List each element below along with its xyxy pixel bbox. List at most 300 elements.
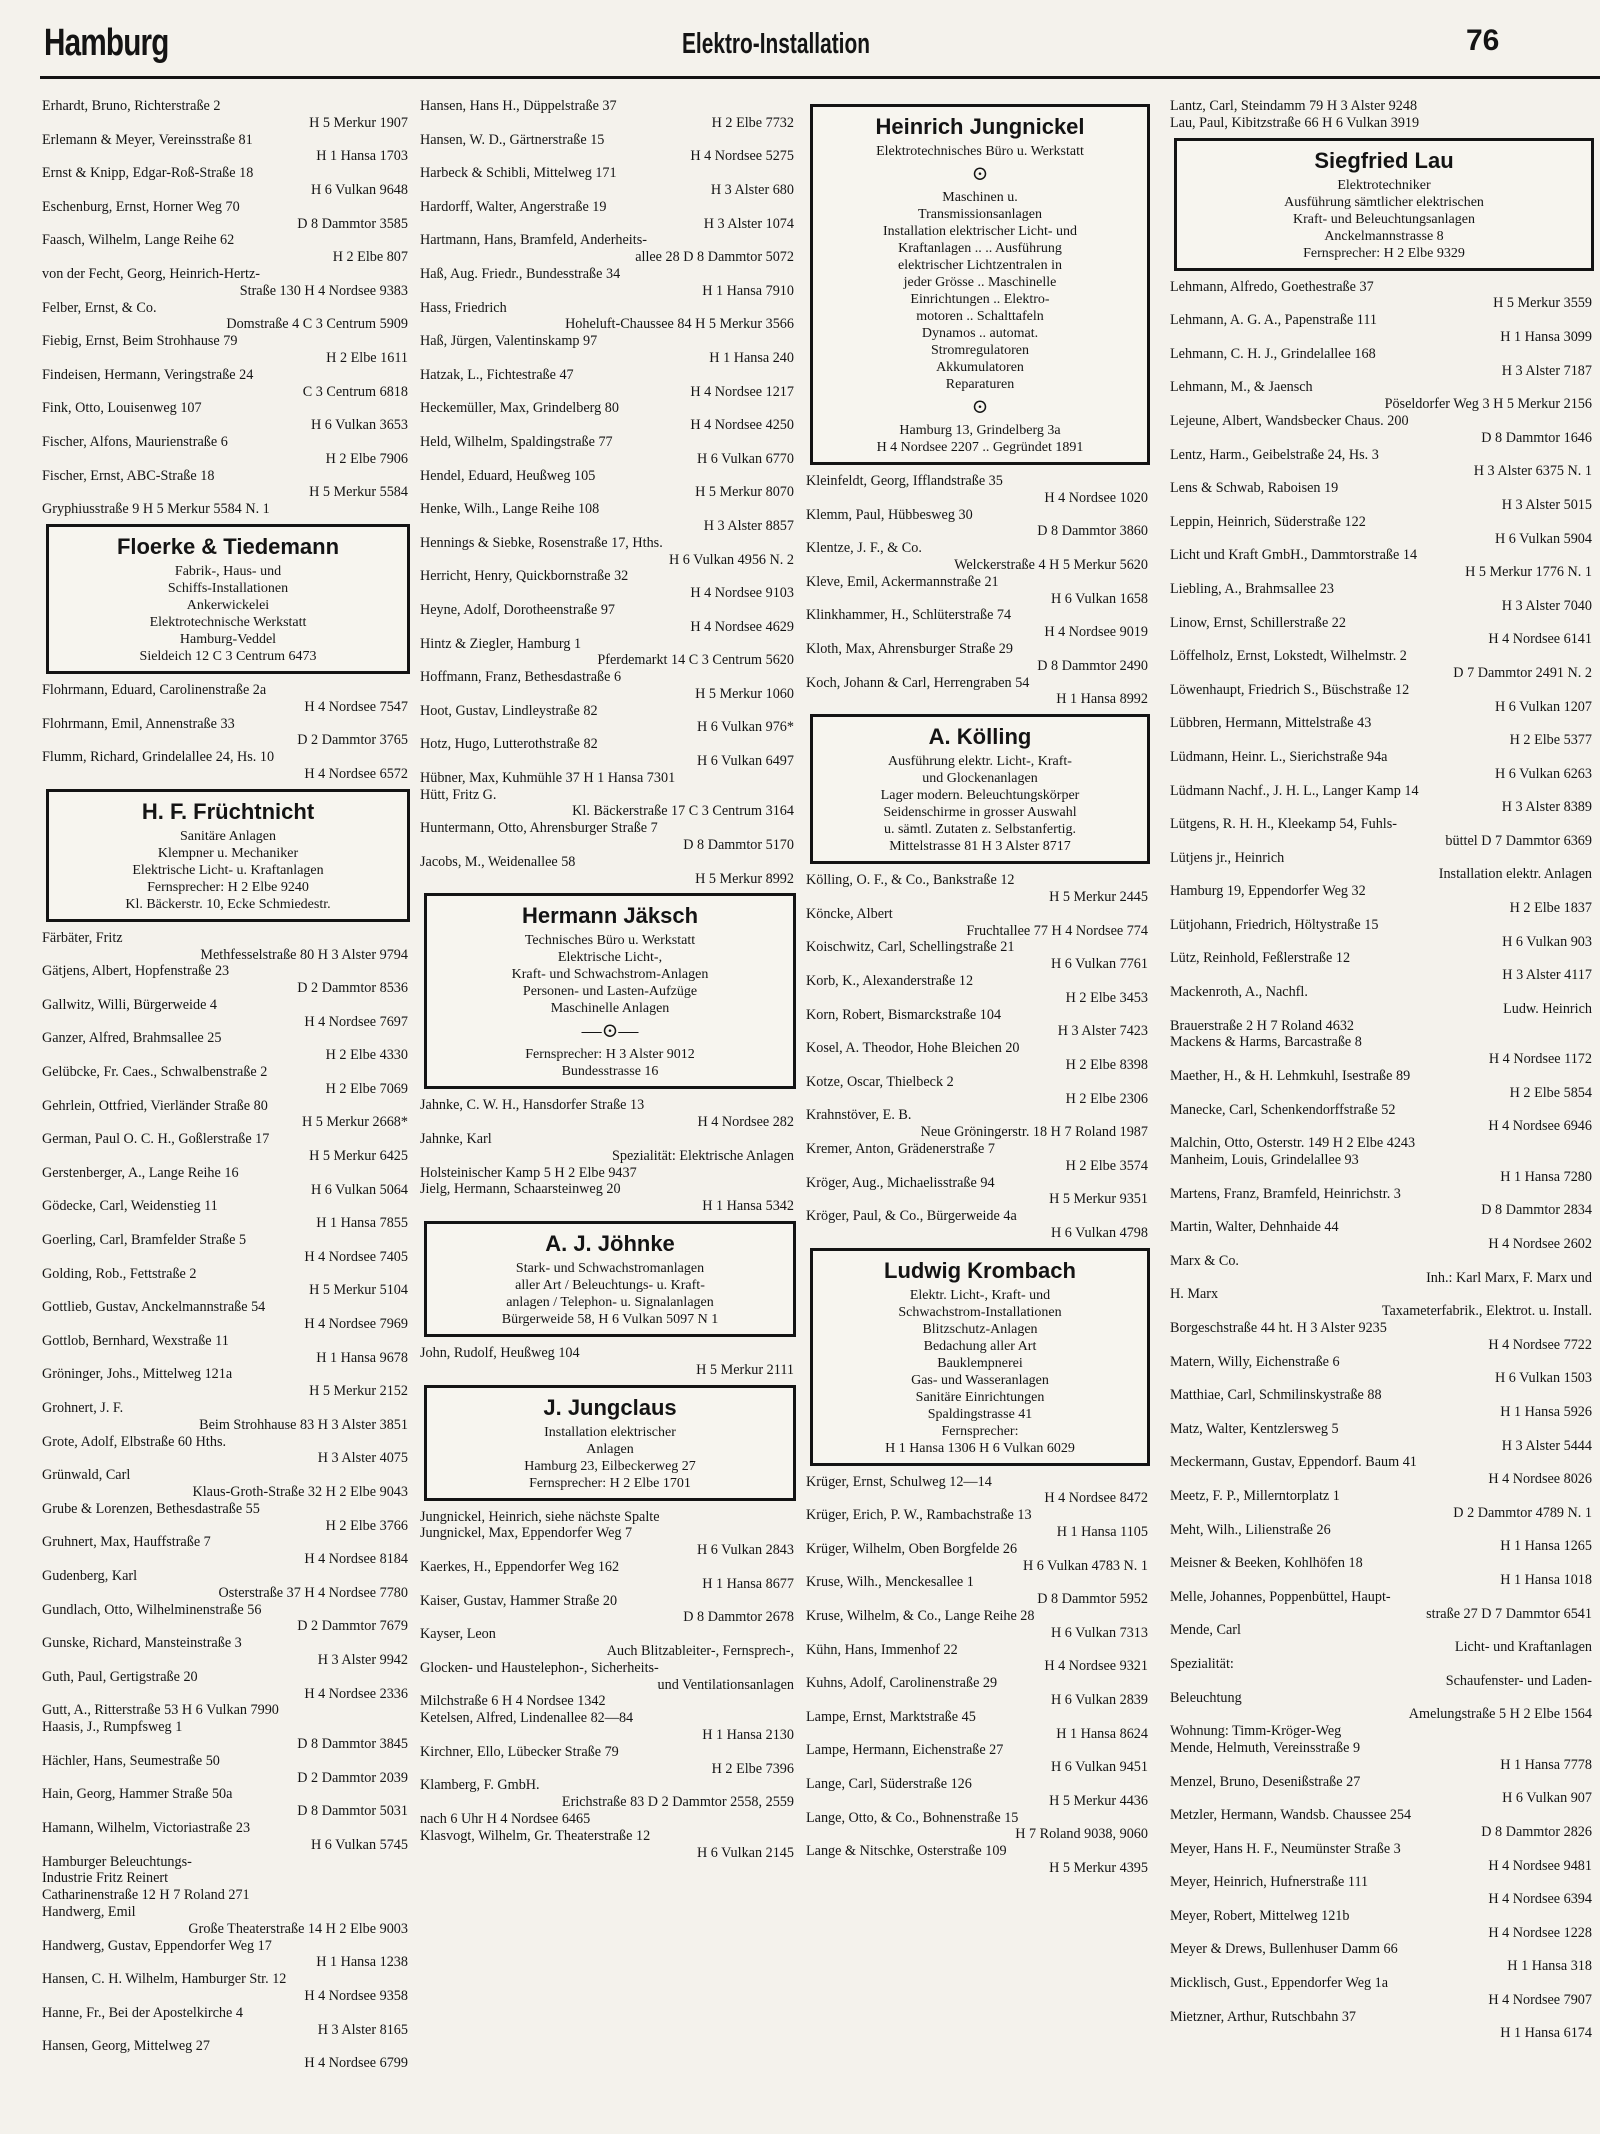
entry-phone-line: allee 28 D 8 Dammtor 5072 <box>635 249 794 266</box>
directory-entry <box>1170 514 1598 548</box>
ad-line: Stark- und Schwachstromanlagen <box>515 1261 705 1277</box>
entry-name-line: Löwenhaupt, Friedrich S., Büschstraße 12 <box>1170 681 1410 698</box>
entry-phone-line: H 6 Vulkan 5904 <box>1494 530 1592 547</box>
entry-name-line: Hass, Friedrich <box>420 299 507 316</box>
entry-name-line: Kaerkes, H., Eppendorfer Weg 162 <box>420 1559 620 1576</box>
entry-name-line: Lehmann, C. H. J., Grindelallee 168 <box>1170 345 1376 362</box>
directory-entry <box>806 1642 1154 1676</box>
entry-phone-line: D 2 Dammtor 2039 <box>297 1769 408 1786</box>
directory-entry <box>42 1887 414 1904</box>
entry-name-line: Milchstraße 6 H 4 Nordsee 1342 <box>420 1693 606 1710</box>
directory-entry <box>1170 850 1598 884</box>
entry-phone-line: Klaus-Groth-Straße 32 H 2 Elbe 9043 <box>192 1484 408 1500</box>
entry-name-line: Korb, K., Alexanderstraße 12 <box>806 972 974 989</box>
entry-name-line: Meyer, Hans H. F., Neumünster Straße 3 <box>1170 1840 1401 1857</box>
entry-phone-line: H 1 Hansa 7855 <box>316 1215 408 1232</box>
directory-entry <box>1170 1454 1598 1488</box>
entry-name-line: Fischer, Ernst, ABC-Straße 18 <box>42 467 215 484</box>
directory-entry <box>42 1333 414 1367</box>
directory-entry <box>1170 379 1598 413</box>
entry-name-line: Hamburg 19, Eppendorfer Weg 32 <box>1170 883 1366 900</box>
ad-line: Fabrik-, Haus- und <box>174 563 282 579</box>
entry-name-line: Meyer & Drews, Bullenhuser Damm 66 <box>1170 1941 1398 1958</box>
entry-name-line: Mende, Carl <box>1170 1622 1241 1639</box>
entry-name-line: Mackenroth, A., Nachfl. <box>1170 984 1308 1001</box>
entry-name-line: Gunske, Richard, Mansteinstraße 3 <box>42 1635 242 1652</box>
ad-title: J. Jungclaus <box>543 1394 677 1420</box>
entry-name-line: Melle, Johannes, Poppenbüttel, Haupt- <box>1170 1588 1391 1605</box>
entry-phone-line: Spezialität: Elektrische Anlagen <box>611 1147 794 1164</box>
entry-phone-line: Schaufenster- und Laden- <box>1445 1672 1592 1689</box>
entry-name-line: Harbeck & Schibli, Mittelweg 171 <box>420 165 617 182</box>
entry-name-line: John, Rudolf, Heußweg 104 <box>420 1345 580 1362</box>
entry-phone-line: H 3 Alster 7423 <box>1057 1023 1148 1040</box>
entry-phone-line: H 6 Vulkan 2843 <box>696 1542 794 1559</box>
entry-name-line: Brauerstraße 2 H 7 Roland 4632 <box>1170 1017 1355 1034</box>
entry-phone-line: Pöseldorfer Weg 3 H 5 Merkur 2156 <box>1384 396 1592 413</box>
entry-name-line: Kayser, Leon <box>420 1626 496 1643</box>
directory-entry <box>806 1608 1154 1642</box>
entry-name-line: Klemm, Paul, Hübbesweg 30 <box>806 506 973 523</box>
entry-phone-line: H 2 Elbe 7906 <box>325 450 408 467</box>
entry-phone-line: H 5 Merkur 1060 <box>695 685 794 702</box>
ad-title: Hermann Jäksch <box>521 903 699 929</box>
entry-name-line: Manheim, Louis, Grindelallee 93 <box>1170 1152 1359 1169</box>
entry-name-line: Klinkhammer, H., Schlüterstraße 74 <box>806 607 1012 624</box>
entry-name-line: Lampe, Ernst, Marktstraße 45 <box>806 1708 976 1725</box>
entry-phone-line: H 1 Hansa 1238 <box>316 1954 408 1971</box>
directory-entry <box>806 607 1154 641</box>
ad-koelling <box>810 714 1150 864</box>
directory-entry <box>806 1141 1154 1175</box>
ad-line: Fernsprecher: H 3 Alster 9012 <box>525 1047 695 1063</box>
entry-name-line: Leppin, Heinrich, Süderstraße 122 <box>1170 513 1366 530</box>
entry-phone-line: D 2 Dammtor 4789 N. 1 <box>1453 1504 1592 1521</box>
directory-entry <box>420 1165 800 1182</box>
entry-name-line: Gruhnert, Max, Hauffstraße 7 <box>42 1534 211 1551</box>
ad-line: Installation elektrischer <box>544 1424 676 1440</box>
entry-name-line: Felber, Ernst, & Co. <box>42 299 157 316</box>
entry-phone-line: D 8 Dammtor 2834 <box>1481 1202 1592 1219</box>
entry-name-line: Fischer, Alfons, Maurienstraße 6 <box>42 433 228 450</box>
ad-floerke-tiedemann <box>46 524 410 674</box>
entry-name-line: Klasvogt, Wilhelm, Gr. Theaterstraße 12 <box>420 1827 651 1844</box>
entry-phone-line: H 6 Vulkan 976* <box>696 719 794 736</box>
directory-entry <box>420 132 800 166</box>
entry-phone-line: H 6 Vulkan 6497 <box>696 753 794 770</box>
directory-entry <box>1170 749 1598 783</box>
entry-phone-line: D 8 Dammtor 2678 <box>683 1609 794 1626</box>
entry-name-line: Malchin, Otto, Osterstr. 149 H 2 Elbe 4243 <box>1170 1135 1416 1152</box>
ad-title: Heinrich Jungnickel <box>875 114 1085 139</box>
entry-phone-line: H 5 Merkur 2668* <box>302 1114 408 1131</box>
entry-name-line: Lange, Carl, Süderstraße 126 <box>806 1776 972 1793</box>
ad-line: Ausführung sämtlicher elektrischen <box>1284 194 1484 210</box>
entry-phone-line: H 4 Nordsee 9321 <box>1044 1658 1148 1675</box>
directory-entry <box>806 1507 1154 1541</box>
directory-entry <box>42 1198 414 1232</box>
entry-phone-line: Taxameterfabrik., Elektrot. u. Install. <box>1381 1303 1592 1320</box>
entry-phone-line: H 5 Merkur 5104 <box>309 1282 408 1299</box>
ad-joehnke <box>424 1221 796 1337</box>
entry-phone-line: H 4 Nordsee 1228 <box>1488 1924 1592 1941</box>
entry-phone-line: H 6 Vulkan 4798 <box>1050 1224 1148 1241</box>
directory-entry <box>420 602 800 636</box>
entry-name-line: H. Marx <box>1170 1286 1219 1303</box>
directory-entry <box>42 1266 414 1300</box>
directory-entry <box>42 232 414 266</box>
entry-name-line: Handwerg, Gustav, Eppendorfer Weg 17 <box>42 1937 272 1954</box>
entry-name-line: Metzler, Hermann, Wandsb. Chaussee 254 <box>1170 1807 1412 1824</box>
directory-entry <box>42 199 414 233</box>
entry-name-line: Marx & Co. <box>1170 1252 1239 1269</box>
entry-name-line: Gerstenberger, A., Lange Reihe 16 <box>42 1164 239 1181</box>
directory-entry <box>1170 1841 1598 1875</box>
directory-entry <box>806 1474 1154 1508</box>
entry-phone-line: H 3 Alster 7187 <box>1501 362 1592 379</box>
entry-name-line: Herricht, Henry, Quickbornstraße 32 <box>420 568 629 585</box>
directory-entry <box>420 199 800 233</box>
entry-name-line: Korn, Robert, Bismarckstraße 104 <box>806 1006 1002 1023</box>
entry-phone-line: H 2 Elbe 7396 <box>711 1760 794 1777</box>
entry-name-line: Grote, Adolf, Elbstraße 60 Hths. <box>42 1433 227 1450</box>
entry-name-line: Kaiser, Gustav, Hammer Straße 20 <box>420 1592 618 1609</box>
entry-phone-line: Pferdemarkt 14 C 3 Centrum 5620 <box>597 652 794 669</box>
entry-name-line: Kruse, Wilh., Menckesallee 1 <box>806 1574 974 1591</box>
directory-entry <box>42 1534 414 1568</box>
entry-phone-line: H 3 Alster 7040 <box>1501 597 1592 614</box>
entry-phone-line: D 7 Dammtor 2491 N. 2 <box>1453 664 1592 681</box>
entry-phone-line: H 2 Elbe 5377 <box>1509 732 1592 749</box>
entry-name-line: Hansen, W. D., Gärtnerstraße 15 <box>420 131 605 148</box>
entry-name-line: Lau, Paul, Kibitzstraße 66 H 6 Vulkan 3919 <box>1170 114 1420 131</box>
entry-name-line: Heyne, Adolf, Dorotheenstraße 97 <box>420 601 616 618</box>
entry-phone-line: H 1 Hansa 8624 <box>1056 1725 1148 1742</box>
directory-entry <box>806 1574 1154 1608</box>
entry-name-line: Hanne, Fr., Bei der Apostelkirche 4 <box>42 2004 243 2021</box>
entry-phone-line: H 1 Hansa 6174 <box>1500 2025 1592 2042</box>
entry-phone-line: D 8 Dammtor 3845 <box>297 1735 408 1752</box>
directory-entry <box>1170 1740 1598 1774</box>
directory-entry <box>1170 1975 1598 2009</box>
entry-name-line: Glocken- und Haustelephon-, Sicherheits- <box>420 1659 659 1676</box>
city-title: Hamburg <box>44 22 169 64</box>
directory-entry <box>1170 2009 1598 2043</box>
ad-line: Blitzschutz-Anlagen <box>922 1321 1038 1337</box>
directory-entry <box>420 400 800 434</box>
ad-line: anlagen / Telephon- u. Signalanlagen <box>506 1295 714 1311</box>
entry-phone-line: Installation elektr. Anlagen <box>1438 866 1592 883</box>
entry-phone-line: H 2 Elbe 3453 <box>1065 989 1148 1006</box>
ad-line: Fernsprecher: <box>941 1423 1019 1439</box>
entry-name-line: Lentz, Harm., Geibelstraße 24, Hs. 3 <box>1170 446 1379 463</box>
directory-entry <box>806 1843 1154 1877</box>
directory-entry <box>806 540 1154 574</box>
directory-entry <box>1170 1034 1598 1068</box>
directory-entry <box>420 300 800 334</box>
entry-name-line: Kuhns, Adolf, Carolinenstraße 29 <box>806 1675 998 1692</box>
directory-entry <box>806 1208 1154 1242</box>
entry-name-line: Borgeschstraße 44 ht. H 3 Alster 9235 <box>1170 1320 1387 1336</box>
entry-name-line: Hächler, Hans, Seumestraße 50 <box>42 1752 220 1769</box>
entry-name-line: Hintz & Ziegler, Hamburg 1 <box>420 635 582 652</box>
directory-entry <box>42 98 414 132</box>
entry-name-line: Martin, Walter, Dehnhaide 44 <box>1170 1219 1339 1236</box>
ad-jungclaus <box>424 1385 796 1501</box>
ad-line: Spaldingstrasse 41 <box>927 1406 1033 1422</box>
directory-entry <box>42 1702 414 1719</box>
entry-phone-line: Ludw. Heinrich <box>1503 1000 1592 1017</box>
entry-name-line: Hain, Georg, Hammer Straße 50a <box>42 1786 233 1803</box>
directory-entry <box>420 535 800 569</box>
entry-phone-line: H 6 Vulkan 1658 <box>1050 590 1148 607</box>
ad-title: A. J. Jöhnke <box>545 1231 675 1257</box>
directory-entry <box>1170 447 1598 481</box>
entry-phone-line: H 4 Nordsee 1217 <box>690 383 794 400</box>
entry-phone-line: H 2 Elbe 2306 <box>1065 1090 1148 1107</box>
entry-phone-line: D 8 Dammtor 1646 <box>1481 429 1592 446</box>
entry-phone-line: D 2 Dammtor 3765 <box>297 732 408 749</box>
entry-name-line: Meht, Wilh., Lilienstraße 26 <box>1170 1521 1331 1538</box>
entry-phone-line: H 4 Nordsee 8026 <box>1488 1471 1592 1488</box>
entry-phone-line: H 5 Merkur 6425 <box>309 1148 408 1165</box>
entry-phone-line: D 8 Dammtor 5031 <box>297 1803 408 1820</box>
directory-entry <box>420 1811 800 1828</box>
entry-phone-line: H 5 Merkur 1776 N. 1 <box>1465 564 1592 581</box>
directory-entry <box>420 266 800 300</box>
entry-name-line: Heckemüller, Max, Grindelberg 80 <box>420 400 619 417</box>
entry-name-line: Meetz, F. P., Millerntorplatz 1 <box>1170 1487 1340 1504</box>
entry-name-line: Spezialität: <box>1170 1655 1234 1672</box>
entry-phone-line: H 6 Vulkan 5064 <box>310 1181 408 1198</box>
directory-entry <box>42 165 414 199</box>
entry-name-line: Haß, Jürgen, Valentinskamp 97 <box>420 333 598 350</box>
ad-title: Ludwig Krombach <box>884 1257 1076 1283</box>
ad-line: Elektrische Licht- u. Kraftanlagen <box>132 862 324 878</box>
entry-name-line: Matern, Willy, Eichenstraße 6 <box>1170 1353 1340 1370</box>
entry-name-line: Ketelsen, Alfred, Lindenallee 82—84 <box>420 1710 634 1727</box>
ad-line: Ausführung elektr. Licht-, Kraft- <box>888 754 1072 770</box>
directory-entry <box>1170 783 1598 817</box>
entry-name-line: Lütgens, R. H. H., Kleekamp 54, Fuhls- <box>1170 816 1397 833</box>
entry-name-line: Hübner, Max, Kuhmühle 37 H 1 Hansa 7301 <box>420 769 676 786</box>
entry-phone-line: H 1 Hansa 7778 <box>1500 1756 1592 1773</box>
entry-phone-line: H 6 Vulkan 903 <box>1502 933 1592 950</box>
entry-phone-line: H 3 Alster 8857 <box>703 517 794 534</box>
ad-line: Schwachstrom-Installationen <box>898 1304 1062 1320</box>
directory-entry <box>1170 648 1598 682</box>
directory-entry <box>420 98 800 132</box>
entry-name-line: Kremer, Anton, Grädenerstraße 7 <box>806 1140 995 1157</box>
entry-name-line: Gryphiusstraße 9 H 5 Merkur 5584 N. 1 <box>42 501 270 518</box>
directory-entry <box>806 1007 1154 1041</box>
ad-line: Fernsprecher: H 2 Elbe 9329 <box>1303 245 1465 261</box>
directory-entry <box>806 641 1154 675</box>
directory-entry <box>1170 1656 1598 1690</box>
entry-name-line: Fiebig, Ernst, Beim Strohhause 79 <box>42 333 238 350</box>
entry-phone-line: H 6 Vulkan 9648 <box>310 181 408 198</box>
directory-entry <box>420 501 800 535</box>
entry-phone-line: Methfesselstraße 80 H 3 Alster 9794 <box>200 946 408 963</box>
entry-phone-line: H 5 Merkur 2445 <box>1049 888 1148 905</box>
entry-name-line: Matz, Walter, Kentzlersweg 5 <box>1170 1420 1339 1437</box>
directory-entry <box>42 1400 414 1434</box>
directory-entry <box>806 1709 1154 1743</box>
ad-line: Maschinen u. <box>942 190 1018 205</box>
directory-entry <box>1170 1690 1598 1724</box>
entry-phone-line: H 1 Hansa 5342 <box>702 1198 794 1215</box>
entry-phone-line: C 3 Centrum 6818 <box>302 383 408 400</box>
directory-entry <box>1170 1152 1598 1186</box>
entry-phone-line: H 3 Alster 5015 <box>1501 496 1592 513</box>
entry-name-line: Jielg, Hermann, Schaarsteinweg 20 <box>420 1181 621 1198</box>
ad-line: elektrischer Lichtzentralen in <box>897 258 1063 273</box>
directory-entry <box>1170 1908 1598 1942</box>
entry-phone-line: D 2 Dammtor 7679 <box>297 1618 408 1635</box>
entry-phone-line: H 3 Alster 5444 <box>1501 1437 1592 1454</box>
directory-entry <box>1170 581 1598 615</box>
entry-name-line: Kölling, O. F., & Co., Bankstraße 12 <box>806 872 1015 889</box>
entry-phone-line: H 6 Vulkan 3653 <box>310 417 408 434</box>
entry-phone-line: H 4 Nordsee 8472 <box>1044 1490 1148 1507</box>
ad-line: Reparaturen <box>945 377 1015 392</box>
entry-phone-line: und Ventilationsanlagen <box>657 1676 794 1693</box>
entry-phone-line: H 4 Nordsee 9019 <box>1044 624 1148 641</box>
directory-entry <box>806 1040 1154 1074</box>
directory-entry <box>1170 312 1598 346</box>
entry-phone-line: D 8 Dammtor 2826 <box>1481 1823 1592 1840</box>
entry-phone-line: H 4 Nordsee 6394 <box>1488 1891 1592 1908</box>
directory-entry <box>42 1602 414 1636</box>
entry-phone-line: H 5 Merkur 2152 <box>309 1383 408 1400</box>
entry-phone-line: H 4 Nordsee 4629 <box>690 618 794 635</box>
directory-entry <box>420 770 800 787</box>
directory-entry <box>42 963 414 997</box>
ad-line: ⊙ <box>971 396 989 418</box>
entry-name-line: Meyer, Heinrich, Hufnerstraße 111 <box>1170 1874 1369 1891</box>
entry-phone-line: straße 27 D 7 Dammtor 6541 <box>1426 1605 1592 1622</box>
entry-name-line: Catharinenstraße 12 H 7 Roland 271 <box>42 1887 250 1904</box>
entry-phone-line: H 2 Elbe 1611 <box>326 349 408 366</box>
entry-name-line: Holsteinischer Kamp 5 H 2 Elbe 9437 <box>420 1164 637 1181</box>
directory-entry <box>42 1786 414 1820</box>
entry-name-line: Kirchner, Ello, Lübecker Straße 79 <box>420 1743 619 1760</box>
directory-entry <box>42 1131 414 1165</box>
entry-name-line: Hatzak, L., Fichtestraße 47 <box>420 366 574 383</box>
entry-name-line: Handwerg, Emil <box>42 1903 136 1920</box>
ad-line: Elektrotechniker <box>1337 177 1431 193</box>
entry-phone-line: H 3 Alster 4075 <box>317 1450 408 1467</box>
directory-entry <box>420 468 800 502</box>
entry-phone-line: H 4 Nordsee 282 <box>697 1114 794 1131</box>
directory-entry <box>420 1345 800 1379</box>
directory-entry <box>42 749 414 783</box>
entry-name-line: Ernst & Knipp, Edgar-Roß-Straße 18 <box>42 165 254 182</box>
entry-name-line: Gutt, A., Ritterstraße 53 H 6 Vulkan 7990 <box>42 1702 279 1719</box>
ad-line: Anlagen <box>586 1441 634 1457</box>
page-header <box>0 0 1600 62</box>
directory-entry <box>420 787 800 821</box>
entry-phone-line: H 4 Nordsee 9103 <box>690 585 794 602</box>
directory-entry <box>42 1854 414 1871</box>
entry-name-line: Gottlob, Bernhard, Wexstraße 11 <box>42 1332 229 1349</box>
directory-entry <box>42 367 414 401</box>
entry-name-line: Haß, Aug. Friedr., Bundesstraße 34 <box>420 265 621 282</box>
entry-name-line: Lens & Schwab, Raboisen 19 <box>1170 480 1339 497</box>
entry-phone-line: Inh.: Karl Marx, F. Marx und <box>1426 1269 1592 1286</box>
directory-entry <box>806 872 1154 906</box>
entry-phone-line: H 4 Nordsee 7547 <box>304 698 408 715</box>
directory-entry <box>420 1509 800 1526</box>
entry-phone-line: H 1 Hansa 8992 <box>1056 691 1148 708</box>
entry-phone-line: H 3 Alster 9942 <box>317 1651 408 1668</box>
column-2 <box>420 98 800 2118</box>
directory-entry <box>806 473 1154 507</box>
section-title: Elektro-Installation <box>682 28 870 60</box>
entry-name-line: Meyer, Robert, Mittelweg 121b <box>1170 1907 1350 1924</box>
entry-name-line: nach 6 Uhr H 4 Nordsee 6465 <box>420 1810 591 1827</box>
directory-entry <box>1170 1774 1598 1808</box>
directory-entry <box>1170 1723 1598 1740</box>
entry-phone-line: H 5 Merkur 8992 <box>695 870 794 887</box>
entry-name-line: Lange, Otto, & Co., Bohnenstraße 15 <box>806 1809 1019 1826</box>
ad-line: Bürgerweide 58, H 6 Vulkan 5097 N 1 <box>501 1312 719 1328</box>
entry-phone-line: Amelungstraße 5 H 2 Elbe 1564 <box>1408 1706 1592 1723</box>
entry-name-line: Jahnke, C. W. H., Hansdorfer Straße 13 <box>420 1097 645 1114</box>
header-rule <box>40 76 1600 79</box>
directory-entry <box>420 367 800 401</box>
ad-line: Kraft- und Beleuchtungsanlagen <box>1293 211 1475 227</box>
ad-line: Installation elektrischer Licht- und <box>883 224 1077 239</box>
ad-title: A. Kölling <box>928 724 1032 750</box>
entry-name-line: Gudenberg, Karl <box>42 1567 138 1584</box>
directory-entry <box>42 1030 414 1064</box>
directory-entry <box>1170 1874 1598 1908</box>
entry-name-line: Hendel, Eduard, Heußweg 105 <box>420 467 596 484</box>
column-1 <box>42 98 414 2118</box>
entry-name-line: Gelübcke, Fr. Caes., Schwalbenstraße 2 <box>42 1064 268 1081</box>
directory-entry <box>420 1097 800 1131</box>
entry-phone-line: H 3 Alster 8389 <box>1501 799 1592 816</box>
entry-name-line: Flohrmann, Emil, Annenstraße 33 <box>42 715 235 732</box>
ad-line: Bedachung aller Art <box>923 1338 1037 1354</box>
entry-phone-line: H 1 Hansa 8677 <box>702 1575 794 1592</box>
entry-name-line: Hansen, Georg, Mittelweg 27 <box>42 2038 210 2055</box>
entry-phone-line: H 4 Nordsee 7405 <box>304 1248 408 1265</box>
ad-line: Transmissionsanlagen <box>918 207 1042 222</box>
entry-name-line: Jacobs, M., Weidenallee 58 <box>420 853 576 870</box>
entry-name-line: Erhardt, Bruno, Richterstraße 2 <box>42 98 221 114</box>
entry-name-line: Faasch, Wilhelm, Lange Reihe 62 <box>42 232 235 249</box>
entry-phone-line: Auch Blitzableiter-, Fernsprech-, <box>606 1643 794 1659</box>
directory-entry <box>42 1064 414 1098</box>
directory-entry <box>1170 816 1598 850</box>
ad-line: —⊙— <box>581 1020 639 1043</box>
directory-entry <box>420 1525 800 1559</box>
ad-line: Technisches Büro u. Werkstatt <box>524 933 696 949</box>
entry-name-line: Hütt, Fritz G. <box>420 786 497 803</box>
entry-name-line: Grünwald, Carl <box>42 1467 131 1484</box>
ad-line: Anckelmannstrasse 8 <box>1324 228 1444 244</box>
ad-fruechtnicht <box>46 789 410 922</box>
entry-name-line: Jahnke, Karl <box>420 1131 492 1148</box>
ad-line: und Glockenanlagen <box>922 771 1038 787</box>
entry-name-line: Menzel, Bruno, Desenißstraße 27 <box>1170 1773 1361 1790</box>
directory-entry <box>420 669 800 703</box>
ad-line: Mittelstrasse 81 H 3 Alster 8717 <box>889 839 1071 855</box>
directory-entry <box>806 574 1154 608</box>
entry-name-line: Färbäter, Fritz <box>42 929 123 946</box>
